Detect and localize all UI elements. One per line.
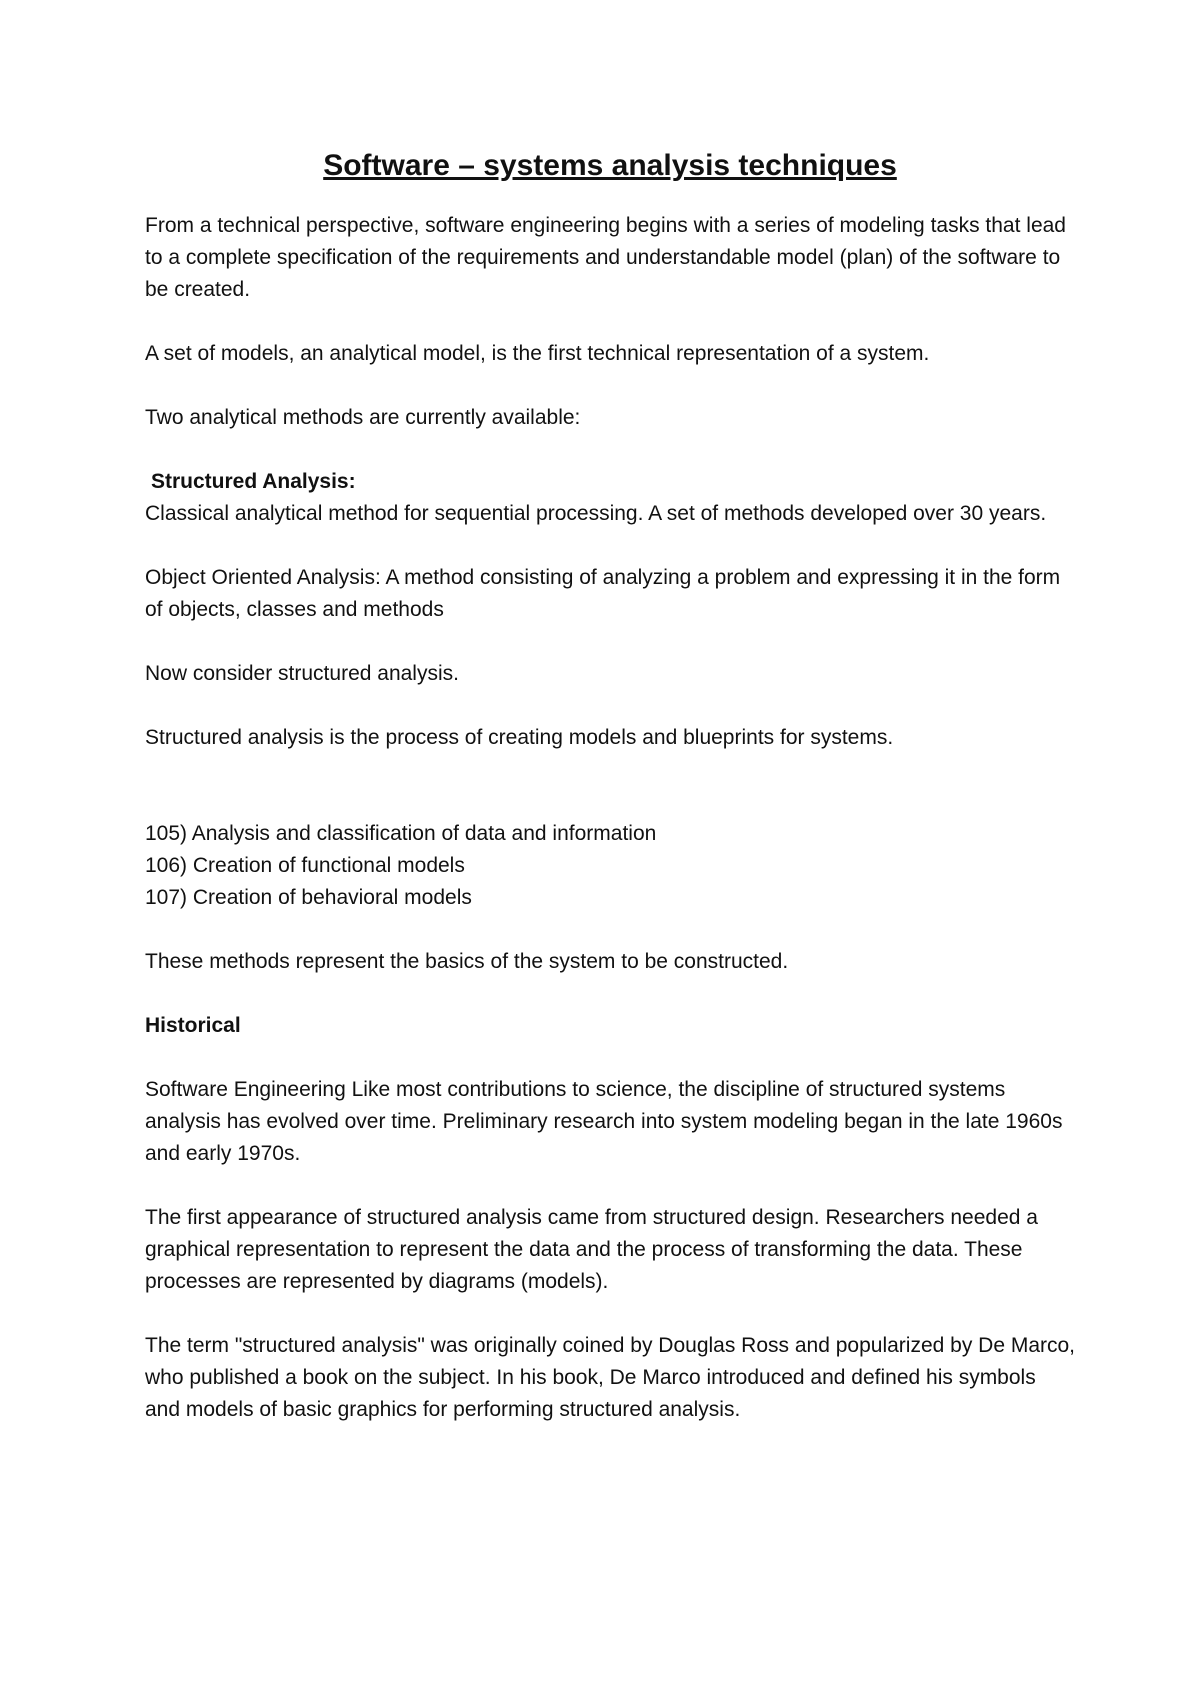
methods-available-paragraph: Two analytical methods are currently available:: [145, 406, 581, 429]
consider-structured-paragraph: Now consider structured analysis.: [145, 662, 459, 685]
historical-paragraph: The first appearance of structured analysis came from structured design. Researchers needed a graphical representation to represent the data and the process of transforming the data. These processes are represented by diagrams (models).: [145, 1206, 1038, 1293]
structured-definition-paragraph: Structured analysis is the process of creating models and blueprints for systems.: [145, 726, 894, 749]
document-title: Software – systems analysis techniques: [323, 149, 897, 182]
analytical-model-paragraph: A set of models, an analytical model, is the first technical representation of a system.: [145, 342, 930, 365]
methods-list: [145, 818, 1075, 914]
historical-paragraph: The term "structured analysis" was originally coined by Douglas Ross and popularized by De Marco, who published a book on the subject. In his book, De Marco introduced and defined his symbols and models of basic graphics for performing structured analysis.: [145, 1334, 1076, 1421]
list-item: 107) Creation of behavioral models: [145, 886, 472, 909]
object-oriented-analysis-paragraph: Object Oriented Analysis: A method consisting of analyzing a problem and expressing it in the form of objects, classes and methods: [145, 566, 1061, 621]
basics-paragraph: These methods represent the basics of the system to be constructed.: [145, 950, 789, 973]
document-body: [145, 146, 1075, 1458]
historical-paragraph: Software Engineering Like most contributions to science, the discipline of structured systems analysis has evolved over time. Preliminary research into system modeling began in the late 1960s and early 1970s.: [145, 1078, 1063, 1165]
intro-paragraph: From a technical perspective, software engineering begins with a series of modeling tasks that lead to a complete specification of the requirements and understandable model (plan) of the software to be created.: [145, 214, 1066, 301]
list-item: 106) Creation of functional models: [145, 854, 465, 877]
structured-analysis-heading: Structured Analysis:: [151, 470, 356, 493]
historical-heading: Historical: [145, 1014, 241, 1037]
structured-analysis-paragraph: Classical analytical method for sequential processing. A set of methods developed over 30 years.: [145, 502, 1047, 525]
list-item: 105) Analysis and classification of data and information: [145, 822, 657, 845]
